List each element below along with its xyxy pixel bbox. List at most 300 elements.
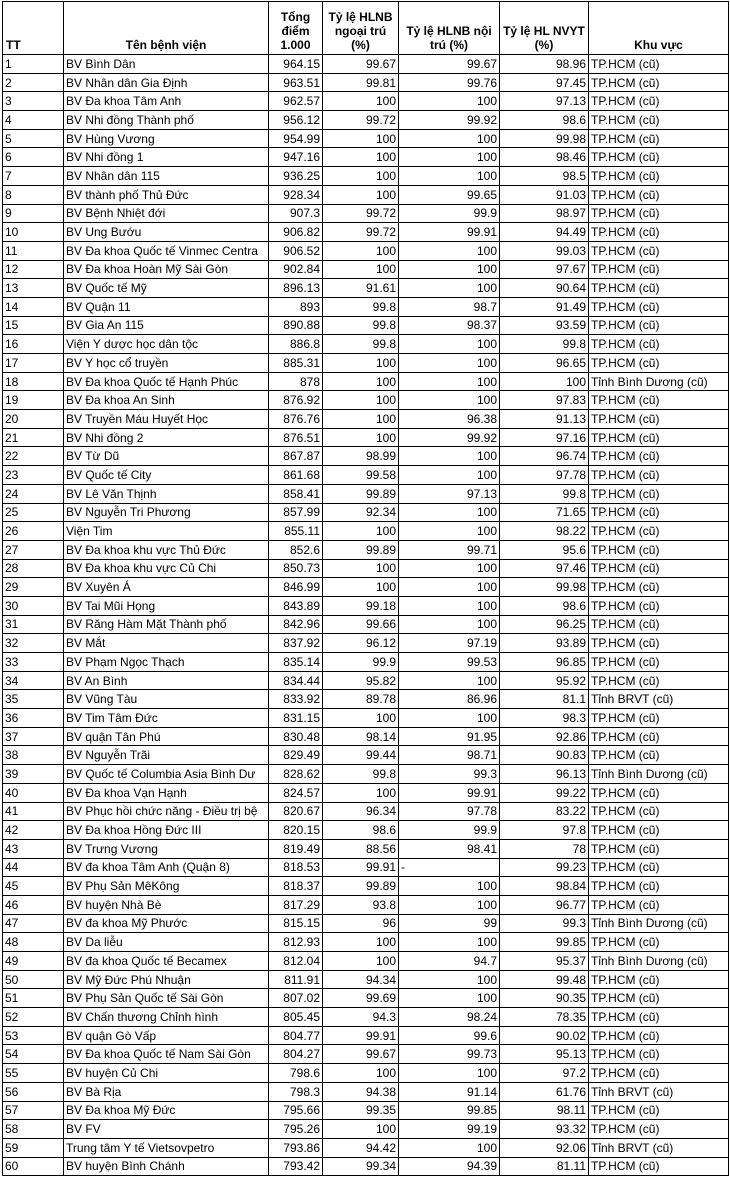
table-row [3,895,729,914]
table-row [3,1045,729,1064]
cell-hospital-name: BV Xuyên Á [64,578,269,597]
cell-outpatient-rate: 89.78 [323,690,399,709]
table-row [3,1101,729,1120]
cell-total-score: 850.73 [269,559,323,578]
cell-outpatient-rate: 98.14 [323,727,399,746]
cell-region: TP.HCM (cũ) [589,839,729,858]
cell-hospital-name: BV Nhi đồng 2 [64,428,269,447]
table-row [3,447,729,466]
cell-outpatient-rate: 99.66 [323,615,399,634]
cell-region: TP.HCM (cũ) [589,989,729,1008]
cell-region: TP.HCM (cũ) [589,185,729,204]
cell-region: TP.HCM (cũ) [589,167,729,186]
cell-hospital-name: BV Da liễu [64,933,269,952]
table-row [3,111,729,130]
cell-hospital-name: BV Đa khoa Quốc tế Vinmec Centra [64,241,269,260]
cell-total-score: 833.92 [269,690,323,709]
cell-total-score: 843.89 [269,596,323,615]
cell-staff-rate: 96.77 [500,895,589,914]
cell-outpatient-rate: 99.72 [323,204,399,223]
cell-tt: 57 [3,1101,64,1120]
cell-tt: 28 [3,559,64,578]
cell-outpatient-rate: 99.89 [323,540,399,559]
cell-inpatient-rate: 100 [399,503,500,522]
cell-staff-rate: 96.85 [500,653,589,672]
cell-hospital-name: BV huyện Bình Chánh [64,1157,269,1176]
header-region: Khu vực [589,2,729,55]
cell-inpatient-rate: 100 [399,129,500,148]
cell-outpatient-rate: 99.69 [323,989,399,1008]
cell-outpatient-rate: 88.56 [323,839,399,858]
cell-total-score: 793.42 [269,1157,323,1176]
cell-total-score: 798.3 [269,1082,323,1101]
cell-hospital-name: Trung tâm Y tế Vietsovpetro [64,1138,269,1157]
cell-total-score: 885.31 [269,354,323,373]
cell-total-score: 793.86 [269,1138,323,1157]
cell-tt: 49 [3,952,64,971]
table-row [3,1026,729,1045]
cell-total-score: 798.6 [269,1064,323,1083]
table-row [3,335,729,354]
cell-region: TP.HCM (cũ) [589,391,729,410]
cell-region: TP.HCM (cũ) [589,578,729,597]
cell-staff-rate: 97.78 [500,466,589,485]
cell-tt: 23 [3,466,64,485]
table-row [3,839,729,858]
cell-hospital-name: BV Ung Bướu [64,223,269,242]
cell-hospital-name: BV FV [64,1120,269,1139]
cell-outpatient-rate: 94.34 [323,970,399,989]
cell-outpatient-rate: 100 [323,391,399,410]
cell-outpatient-rate: 100 [323,92,399,111]
cell-hospital-name: BV Gia An 115 [64,316,269,335]
header-inpatient-rate: Tỷ lệ HLNB nội trú (%) [399,2,500,55]
cell-inpatient-rate: 99.91 [399,223,500,242]
table-row [3,372,729,391]
cell-total-score: 902.84 [269,260,323,279]
cell-total-score: 936.25 [269,167,323,186]
cell-hospital-name: BV Truyền Máu Huyết Học [64,410,269,429]
cell-hospital-name: BV Trưng Vương [64,839,269,858]
cell-total-score: 906.82 [269,223,323,242]
cell-inpatient-rate: 100 [399,1064,500,1083]
cell-inpatient-rate: 98.7 [399,297,500,316]
cell-region: TP.HCM (cũ) [589,484,729,503]
table-row [3,260,729,279]
cell-staff-rate: 99.22 [500,783,589,802]
cell-outpatient-rate: 99.8 [323,297,399,316]
table-row [3,522,729,541]
cell-tt: 32 [3,634,64,653]
table-row [3,952,729,971]
cell-region: Tỉnh BRVT (cũ) [589,1138,729,1157]
cell-staff-rate: 97.16 [500,428,589,447]
cell-staff-rate: 98.97 [500,204,589,223]
cell-tt: 50 [3,970,64,989]
cell-inpatient-rate: 100 [399,148,500,167]
cell-region: TP.HCM (cũ) [589,447,729,466]
cell-staff-rate: 100 [500,372,589,391]
cell-staff-rate: 95.6 [500,540,589,559]
cell-region: TP.HCM (cũ) [589,73,729,92]
cell-hospital-name: BV Từ Dũ [64,447,269,466]
cell-outpatient-rate: 99.81 [323,73,399,92]
table-row [3,989,729,1008]
cell-region: TP.HCM (cũ) [589,970,729,989]
cell-total-score: 878 [269,372,323,391]
cell-staff-rate: 99.8 [500,484,589,503]
table-row [3,484,729,503]
table-row [3,671,729,690]
cell-total-score: 956.12 [269,111,323,130]
cell-hospital-name: BV quận Tân Phú [64,727,269,746]
cell-total-score: 893 [269,297,323,316]
table-row [3,709,729,728]
cell-hospital-name: BV Nhân dân 115 [64,167,269,186]
cell-staff-rate: 90.83 [500,746,589,765]
cell-total-score: 876.76 [269,410,323,429]
cell-total-score: 906.52 [269,241,323,260]
cell-staff-rate: 98.5 [500,167,589,186]
cell-outpatient-rate: 100 [323,260,399,279]
cell-outpatient-rate: 93.8 [323,895,399,914]
cell-staff-rate: 90.35 [500,989,589,1008]
cell-outpatient-rate: 100 [323,1120,399,1139]
cell-tt: 35 [3,690,64,709]
cell-total-score: 804.77 [269,1026,323,1045]
cell-outpatient-rate: 100 [323,783,399,802]
cell-region: TP.HCM (cũ) [589,709,729,728]
cell-inpatient-rate: 100 [399,559,500,578]
cell-outpatient-rate: 100 [323,428,399,447]
cell-outpatient-rate: 100 [323,148,399,167]
cell-tt: 19 [3,391,64,410]
cell-region: TP.HCM (cũ) [589,204,729,223]
cell-tt: 48 [3,933,64,952]
cell-region: TP.HCM (cũ) [589,746,729,765]
cell-total-score: 963.51 [269,73,323,92]
cell-staff-rate: 98.6 [500,596,589,615]
cell-staff-rate: 99.3 [500,914,589,933]
cell-total-score: 804.27 [269,1045,323,1064]
cell-region: TP.HCM (cũ) [589,129,729,148]
cell-total-score: 812.93 [269,933,323,952]
cell-staff-rate: 98.3 [500,709,589,728]
cell-hospital-name: BV An Bình [64,671,269,690]
cell-outpatient-rate: 99.18 [323,596,399,615]
cell-staff-rate: 98.96 [500,55,589,74]
cell-inpatient-rate: 100 [399,260,500,279]
cell-staff-rate: 90.02 [500,1026,589,1045]
cell-outpatient-rate: 99.8 [323,335,399,354]
cell-inpatient-rate: 99.71 [399,540,500,559]
cell-hospital-name: BV Phụ Sản MêKông [64,877,269,896]
cell-outpatient-rate: 100 [323,241,399,260]
cell-staff-rate: 97.2 [500,1064,589,1083]
cell-hospital-name: BV Bà Rịa [64,1082,269,1101]
table-row [3,167,729,186]
cell-inpatient-rate: 99.67 [399,55,500,74]
cell-hospital-name: BV Nhi đồng Thành phố [64,111,269,130]
cell-total-score: 824.57 [269,783,323,802]
table-row [3,596,729,615]
cell-hospital-name: BV Quốc tế Columbia Asia Bình Dư [64,765,269,784]
cell-region: TP.HCM (cũ) [589,1064,729,1083]
cell-region: TP.HCM (cũ) [589,410,729,429]
cell-tt: 9 [3,204,64,223]
cell-hospital-name: BV Đa khoa Vạn Hạnh [64,783,269,802]
cell-tt: 20 [3,410,64,429]
cell-total-score: 876.51 [269,428,323,447]
cell-hospital-name: BV quận Gò Vấp [64,1026,269,1045]
table-row [3,92,729,111]
cell-outpatient-rate: 99.91 [323,1026,399,1045]
cell-total-score: 837.92 [269,634,323,653]
table-row [3,690,729,709]
cell-inpatient-rate: 100 [399,933,500,952]
cell-outpatient-rate: 96.12 [323,634,399,653]
table-row [3,1008,729,1027]
cell-hospital-name: BV Phạm Ngọc Thạch [64,653,269,672]
cell-region: Tỉnh BRVT (cũ) [589,1082,729,1101]
cell-tt: 8 [3,185,64,204]
table-row [3,914,729,933]
table-row [3,185,729,204]
cell-tt: 60 [3,1157,64,1176]
cell-region: TP.HCM (cũ) [589,858,729,877]
cell-staff-rate: 91.03 [500,185,589,204]
cell-staff-rate: 93.89 [500,634,589,653]
cell-hospital-name: BV Mỹ Đức Phú Nhuận [64,970,269,989]
cell-inpatient-rate: 96.38 [399,410,500,429]
cell-hospital-name: BV Quốc tế City [64,466,269,485]
cell-tt: 34 [3,671,64,690]
table-row [3,653,729,672]
cell-tt: 2 [3,73,64,92]
cell-staff-rate: 94.49 [500,223,589,242]
cell-tt: 37 [3,727,64,746]
cell-hospital-name: BV Đa khoa Quốc tế Nam Sài Gòn [64,1045,269,1064]
cell-region: TP.HCM (cũ) [589,316,729,335]
cell-outpatient-rate: 100 [323,522,399,541]
cell-inpatient-rate: 100 [399,372,500,391]
cell-outpatient-rate: 100 [323,372,399,391]
cell-staff-rate: 93.32 [500,1120,589,1139]
cell-region: TP.HCM (cũ) [589,1008,729,1027]
cell-inpatient-rate: 98.71 [399,746,500,765]
cell-total-score: 795.66 [269,1101,323,1120]
cell-staff-rate: 95.13 [500,1045,589,1064]
cell-outpatient-rate: 99.67 [323,1045,399,1064]
cell-tt: 4 [3,111,64,130]
cell-outpatient-rate: 100 [323,933,399,952]
cell-total-score: 857.99 [269,503,323,522]
cell-hospital-name: BV thành phố Thủ Đức [64,185,269,204]
table-row [3,858,729,877]
table-row [3,933,729,952]
cell-tt: 53 [3,1026,64,1045]
cell-staff-rate: 95.37 [500,952,589,971]
cell-region: TP.HCM (cũ) [589,1045,729,1064]
cell-tt: 14 [3,297,64,316]
cell-staff-rate: 96.13 [500,765,589,784]
cell-region: TP.HCM (cũ) [589,241,729,260]
cell-tt: 29 [3,578,64,597]
cell-region: TP.HCM (cũ) [589,279,729,298]
cell-hospital-name: BV Nhân dân Gia Định [64,73,269,92]
cell-total-score: 954.99 [269,129,323,148]
cell-total-score: 815.15 [269,914,323,933]
cell-inpatient-rate: 99.65 [399,185,500,204]
cell-region: TP.HCM (cũ) [589,354,729,373]
cell-region: Tỉnh Bình Dương (cũ) [589,765,729,784]
cell-hospital-name: BV Tim Tâm Đức [64,709,269,728]
cell-region: TP.HCM (cũ) [589,55,729,74]
cell-hospital-name: BV Đa khoa Hồng Đức III [64,821,269,840]
cell-outpatient-rate: 99.72 [323,223,399,242]
cell-hospital-name: BV Lê Văn Thịnh [64,484,269,503]
cell-total-score: 828.62 [269,765,323,784]
cell-total-score: 817.29 [269,895,323,914]
cell-tt: 54 [3,1045,64,1064]
header-outpatient-rate: Tỷ lệ HLNB ngoại trú (%) [323,2,399,55]
cell-outpatient-rate: 100 [323,410,399,429]
cell-region: Tỉnh BRVT (cũ) [589,690,729,709]
cell-outpatient-rate: 100 [323,559,399,578]
cell-hospital-name: Viện Tim [64,522,269,541]
cell-staff-rate: 92.86 [500,727,589,746]
cell-total-score: 842.96 [269,615,323,634]
table-row [3,578,729,597]
cell-outpatient-rate: 100 [323,129,399,148]
table-row [3,503,729,522]
table-row [3,559,729,578]
cell-outpatient-rate: 99.8 [323,316,399,335]
table-row [3,410,729,429]
cell-staff-rate: 97.45 [500,73,589,92]
cell-total-score: 867.87 [269,447,323,466]
cell-staff-rate: 81.11 [500,1157,589,1176]
cell-region: TP.HCM (cũ) [589,877,729,896]
cell-tt: 42 [3,821,64,840]
cell-hospital-name: BV Đa khoa Mỹ Đức [64,1101,269,1120]
cell-hospital-name: BV Răng Hàm Mặt Thành phố [64,615,269,634]
cell-inpatient-rate: 94.39 [399,1157,500,1176]
cell-staff-rate: 97.46 [500,559,589,578]
cell-staff-rate: 98.22 [500,522,589,541]
cell-outpatient-rate: 95.82 [323,671,399,690]
cell-inpatient-rate: 100 [399,391,500,410]
cell-staff-rate: 61.76 [500,1082,589,1101]
cell-region: TP.HCM (cũ) [589,802,729,821]
cell-inpatient-rate: 100 [399,615,500,634]
cell-hospital-name: BV Phụ Sản Quốc tế Sài Gòn [64,989,269,1008]
cell-staff-rate: 95.92 [500,671,589,690]
cell-inpatient-rate: 100 [399,354,500,373]
cell-region: TP.HCM (cũ) [589,148,729,167]
cell-outpatient-rate: 100 [323,1064,399,1083]
cell-staff-rate: 78 [500,839,589,858]
cell-total-score: 819.49 [269,839,323,858]
table-row [3,279,729,298]
cell-tt: 45 [3,877,64,896]
cell-hospital-name: BV Đa khoa Tâm Anh [64,92,269,111]
cell-hospital-name: BV Hùng Vương [64,129,269,148]
cell-staff-rate: 99.98 [500,578,589,597]
cell-staff-rate: 97.83 [500,391,589,410]
cell-total-score: 829.49 [269,746,323,765]
table-row [3,316,729,335]
cell-outpatient-rate: 94.38 [323,1082,399,1101]
cell-region: Tỉnh Bình Dương (cũ) [589,372,729,391]
cell-hospital-name: BV Đa khoa khu vực Thủ Đức [64,540,269,559]
table-row [3,1082,729,1101]
table-row [3,129,729,148]
cell-region: TP.HCM (cũ) [589,727,729,746]
cell-inpatient-rate: 99.92 [399,428,500,447]
cell-tt: 36 [3,709,64,728]
table-row [3,970,729,989]
cell-outpatient-rate: 98.99 [323,447,399,466]
cell-total-score: 964.15 [269,55,323,74]
cell-tt: 18 [3,372,64,391]
cell-inpatient-rate: 100 [399,1138,500,1157]
cell-staff-rate: 96.25 [500,615,589,634]
cell-tt: 21 [3,428,64,447]
cell-tt: 43 [3,839,64,858]
cell-inpatient-rate: 94.7 [399,952,500,971]
cell-total-score: 962.57 [269,92,323,111]
cell-hospital-name: BV Mắt [64,634,269,653]
cell-region: TP.HCM (cũ) [589,335,729,354]
cell-region: TP.HCM (cũ) [589,1120,729,1139]
cell-inpatient-rate: 98.37 [399,316,500,335]
table-row [3,783,729,802]
table-row [3,354,729,373]
cell-total-score: 831.15 [269,709,323,728]
cell-total-score: 890.88 [269,316,323,335]
cell-tt: 31 [3,615,64,634]
cell-staff-rate: 92.06 [500,1138,589,1157]
cell-outpatient-rate: 96 [323,914,399,933]
cell-staff-rate: 99.48 [500,970,589,989]
cell-staff-rate: 93.59 [500,316,589,335]
cell-total-score: 811.91 [269,970,323,989]
cell-inpatient-rate: - [399,858,500,877]
cell-inpatient-rate: 99 [399,914,500,933]
cell-inpatient-rate: 100 [399,279,500,298]
cell-region: TP.HCM (cũ) [589,596,729,615]
cell-tt: 15 [3,316,64,335]
cell-region: TP.HCM (cũ) [589,1157,729,1176]
cell-outpatient-rate: 100 [323,167,399,186]
cell-tt: 6 [3,148,64,167]
cell-hospital-name: BV Phục hồi chức năng - Điều trị bệ [64,802,269,821]
cell-outpatient-rate: 100 [323,185,399,204]
cell-tt: 47 [3,914,64,933]
cell-region: TP.HCM (cũ) [589,260,729,279]
cell-hospital-name: BV Nhi đồng 1 [64,148,269,167]
cell-inpatient-rate: 100 [399,989,500,1008]
table-row [3,297,729,316]
cell-tt: 1 [3,55,64,74]
cell-hospital-name: BV Đa khoa khu vực Củ Chi [64,559,269,578]
cell-region: Tỉnh Bình Dương (cũ) [589,914,729,933]
table-row [3,821,729,840]
cell-total-score: 805.45 [269,1008,323,1027]
cell-outpatient-rate: 99.67 [323,55,399,74]
cell-hospital-name: BV đa khoa Mỹ Phước [64,914,269,933]
